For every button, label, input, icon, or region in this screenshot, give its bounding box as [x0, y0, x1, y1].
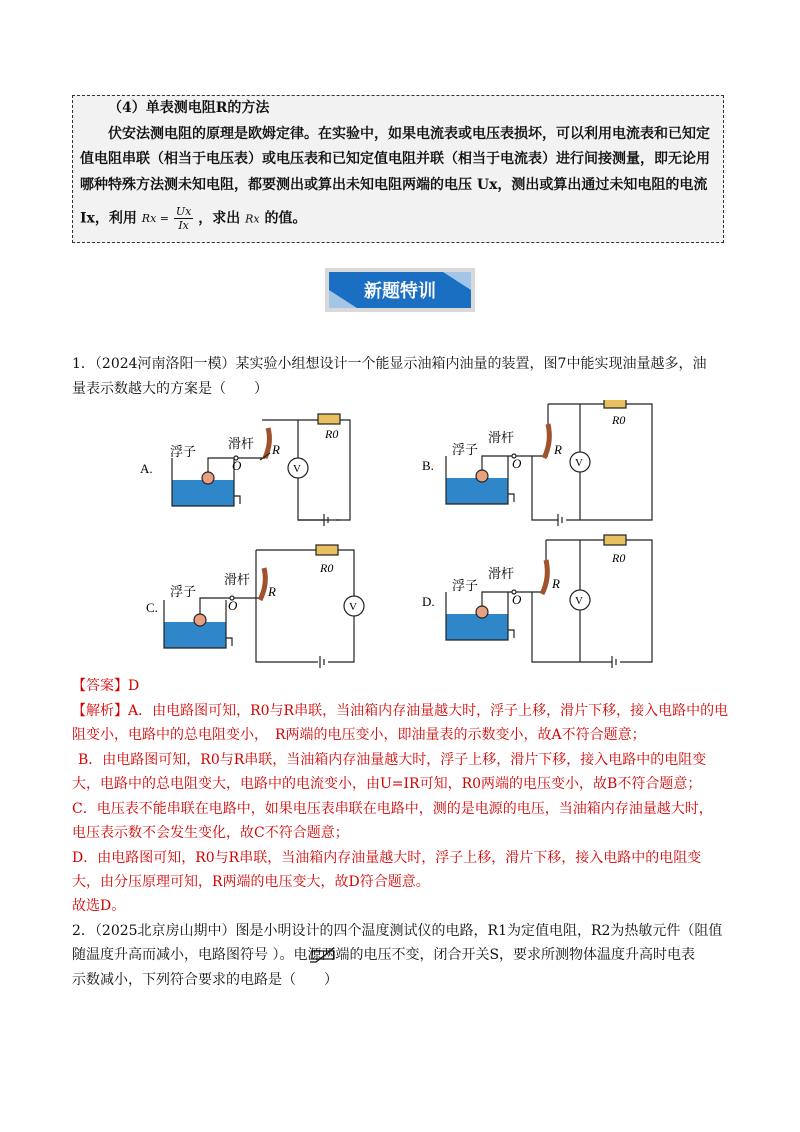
- circuit-c: [164, 545, 364, 668]
- label-pivot-d: O: [512, 592, 522, 607]
- method-heading: （4）单表测电阻R的方法: [108, 100, 270, 116]
- q1-analysis-9: 故选D。: [72, 898, 126, 914]
- label-pivot-b: O: [512, 456, 522, 471]
- label-float-d: 浮子: [452, 578, 479, 593]
- label-v-b: V: [575, 457, 583, 469]
- label-r0-d: R0: [612, 551, 626, 565]
- q2-line-3: 示数减小，下列符合要求的电路是（ ）: [72, 972, 338, 988]
- q2-line-1: 2．（2025北京房山期中）图是小明设计的四个温度测试仪的电路，R1为定值电阻，R2为热敏元件（阻值: [72, 923, 723, 939]
- q1-line-2: 量表示数越大的方案是（ ）: [72, 381, 268, 397]
- method-last-suffix: 的值。: [264, 210, 307, 227]
- label-opt-c: C.: [146, 600, 158, 615]
- label-r-d: R: [552, 576, 560, 591]
- label-slider-c: 滑杆: [224, 572, 251, 587]
- q1-analysis-3: B．由电路图可知，R0与R串联，当油箱内存油量越大时，浮子上移，滑片下移，接入电路中的电阻变: [78, 752, 707, 768]
- q1-analysis-2: 阻变小，电路中的总电阻变小， R两端的电压变小，即油量表的示数变小，故A不符合题意；: [72, 727, 646, 743]
- method-last-prefix: Ix，利用: [80, 210, 137, 227]
- q1-analysis-7: D．由电路图可知，R0与R串联，当油箱内存油量越大时，浮子上移，滑片下移，接入电路中的电阻变: [72, 850, 702, 866]
- label-r0-a: R0: [325, 427, 339, 441]
- method-last-mid: ，求出: [198, 210, 241, 227]
- label-opt-d: D.: [422, 594, 435, 609]
- formula-fraction: [174, 205, 193, 232]
- thermistor-icon: [310, 946, 338, 964]
- q1-diagrams: [140, 400, 660, 670]
- q1-line-1: 1．（2024河南洛阳一模）某实验小组想设计一个能显示油箱内油量的装置，图7中能实现油量越多，油: [72, 356, 707, 372]
- label-v-d: V: [575, 595, 583, 607]
- label-float-c: 浮子: [170, 584, 197, 599]
- label-v-a: V: [293, 463, 301, 475]
- q1-answer: 【答案】D: [72, 678, 140, 694]
- method-line-2: 值电阻串联（相当于电压表）或电压表和已知定值电阻并联（相当于电流表）进行间接测量，即无论用: [80, 151, 710, 167]
- label-opt-b: B.: [422, 458, 434, 473]
- q2-line-2: 随温度升高而减小，电路图符号 ）。电源两端的电压不变，闭合开关S，要求所测物体温度升高时电表: [72, 947, 696, 963]
- label-v-c: V: [349, 601, 357, 613]
- label-slider-d: 滑杆: [488, 566, 515, 581]
- label-r0-b: R0: [612, 413, 626, 427]
- label-r-a: R: [272, 442, 280, 457]
- q1-analysis-4: 大，电路中的总电阻变大，电路中的电流变小，由U=IR可知，R0两端的电压变小，故B不符合题意；: [72, 776, 702, 792]
- banner-title: 新题特训: [364, 281, 436, 302]
- label-pivot-a: O: [232, 458, 242, 473]
- label-pivot-c: O: [228, 598, 238, 613]
- q1-analysis-8: 大，由分压原理可知，R两端的电压变大，故D符合题意。: [72, 874, 430, 890]
- label-float-b: 浮子: [452, 442, 479, 457]
- label-float-a: 浮子: [170, 444, 197, 459]
- formula-denominator: Ix: [178, 219, 189, 232]
- q1-analysis-1: 【解析】A．由电路图可知，R0与R串联，当油箱内存油量越大时，浮子上移，滑片下移，接入电路中的电: [72, 703, 729, 719]
- method-line-1: 伏安法测电阻的原理是欧姆定律。在实验中，如果电流表或电压表损坏，可以利用电流表和已知定: [108, 126, 710, 142]
- formula-lhs: Rx =: [141, 212, 169, 225]
- method-line-3: 哪种特殊方法测未知电阻，都要测出或算出未知电阻两端的电压 Ux，测出或算出通过未知电阻的电流: [80, 177, 708, 193]
- label-slider-a: 滑杆: [228, 436, 255, 451]
- section-banner: [325, 268, 475, 312]
- rx-label: Rx: [245, 212, 260, 226]
- label-r-b: R: [554, 442, 562, 457]
- formula-numerator: Ux: [175, 205, 192, 218]
- method-line-4: [80, 205, 306, 232]
- q1-analysis-6: 电压表示数不会发生变化，故C不符合题意；: [72, 825, 349, 841]
- label-r-c: R: [268, 584, 276, 599]
- circuit-a: [172, 414, 350, 526]
- label-slider-b: 滑杆: [488, 430, 515, 445]
- q1-analysis-5: C．电压表不能串联在电路中，如果电压表串联在电路中，测的是电源的电压，当油箱内存油量越大时，: [72, 801, 713, 817]
- label-opt-a: A.: [140, 461, 153, 476]
- label-r0-c: R0: [320, 561, 334, 575]
